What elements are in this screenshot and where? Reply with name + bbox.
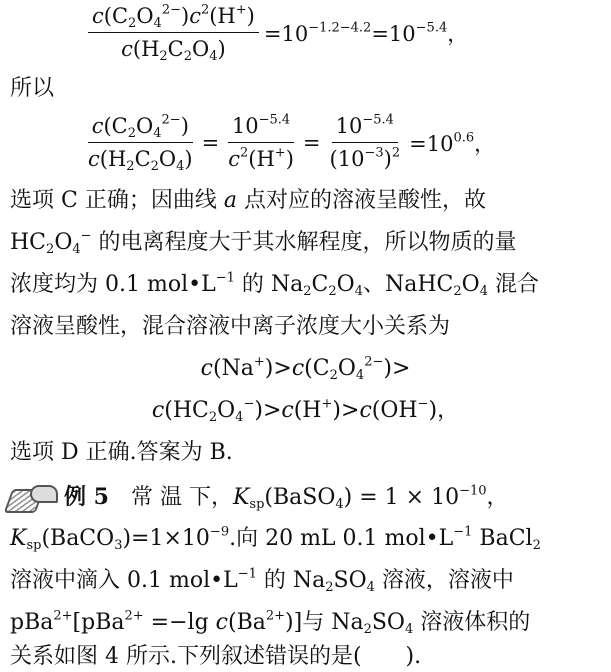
fraction-3: $\frac{10^{-5.4}}{(10^{-3})^2}$	[329, 112, 401, 171]
example-label: 例 5	[64, 484, 109, 510]
paragraph-line-1: 选项 C 正确；因曲线 a 点对应的溶液呈酸性，故	[10, 188, 486, 213]
paragraph-line-6: $K_{sp}(BaCO_3)=1\times 10^{-9}$.向 20 mL 0.1 $mol•L^{-1}$ BaCl$_2$	[10, 524, 541, 553]
relation-line-1: $c(Na^+)>c(C_2O_4^{2-})>$	[200, 354, 411, 383]
equation-2: $\frac{c(C_2O_4^{2-})}{c(H_2C_2O_4)}$ = $\frac{10^{-5.4}}{c^2(H^+)}$ = $\frac{10^{-5.4}}{(10^{-3})^2}$ $=10^{0.6}$，	[0, 112, 611, 173]
paragraph-line-9: 关系如图 4 所示.下列叙述错误的是( ).	[10, 644, 422, 669]
example-pencil-icon	[6, 483, 58, 513]
fraction-1: $\frac{c(C_2O_4^{2-})}{c(H_2C_2O_4)}$	[88, 112, 193, 174]
fraction-denominator: $c(H_2C_2O_4)$	[121, 37, 226, 64]
fraction-numerator: $c(C_2O_4^{2-})c^2(H^+)$	[88, 2, 259, 33]
paragraph-line-8: pBa$^{2+}$[pBa$^{2+}$ =−lg $c(Ba^{2+})$]与 $Na_2SO_4$ 溶液体积的	[10, 608, 531, 637]
example-5-line: 例 5 常 温 下，$K_{sp}(BaSO_4) = 1 \times 10^{-10}$，	[6, 482, 611, 513]
fraction-2: $\frac{10^{-5.4}}{c^2(H^+)}$	[228, 112, 294, 171]
paragraph-line-7: 溶液中滴入 0.1 $mol•L^{-1}$ 的 $Na_2SO_4$ 溶液，溶液中	[10, 566, 514, 595]
equation-rhs: $=10^{-1.2-4.2}=10^{-5.4}$，	[263, 19, 469, 46]
fraction-ratio	[88, 2, 259, 63]
equation-1	[0, 2, 611, 63]
paragraph-line-5: 选项 D 正确.答案为 B.	[10, 440, 233, 465]
relation-line-2: $c(HC_2O_4^-)>c(H^+)>c(OH^-)$，	[151, 396, 460, 425]
paragraph-line-2: $HC_2O_4^-$ 的电离程度大于其水解程度，所以物质的量	[10, 228, 517, 257]
text-suoyi: 所以	[10, 76, 55, 101]
paragraph-line-4: 溶液呈酸性，混合溶液中离子浓度大小关系为	[10, 314, 451, 339]
paragraph-line-3: 浓度均为 0.1 $mol•L^{-1}$ 的 $Na_2C_2O_4$、$NaHC_2O_4$ 混合	[10, 270, 539, 299]
